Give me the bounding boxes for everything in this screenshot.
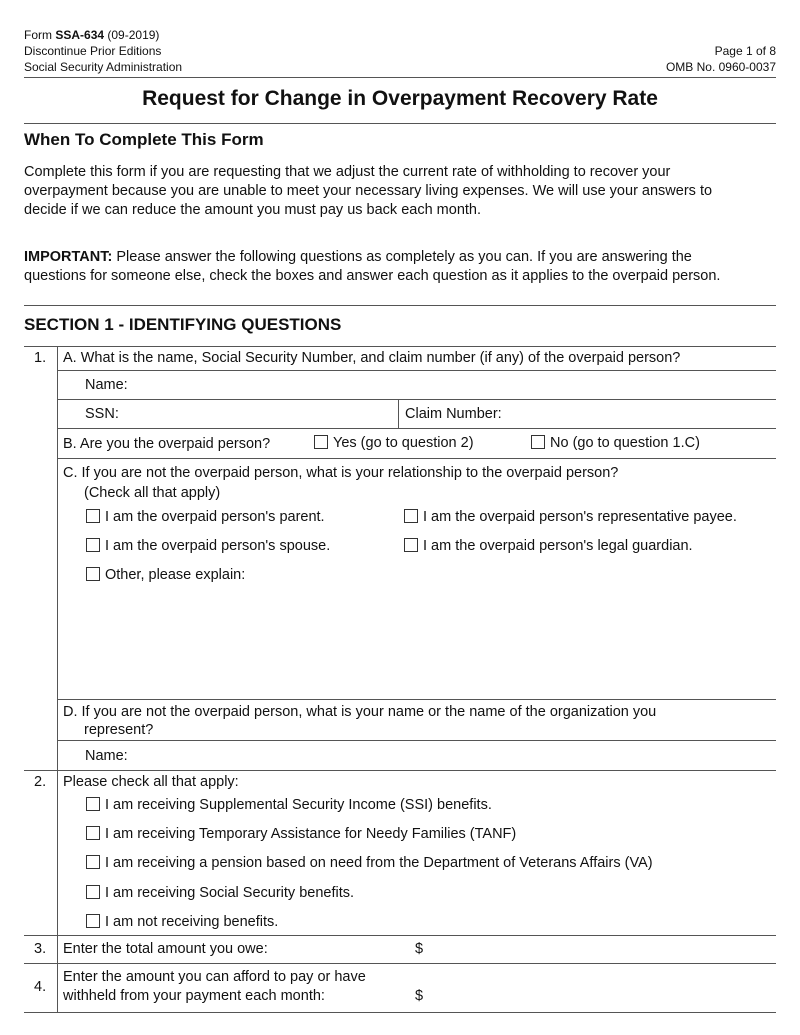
option-label: No (go to question 1.C) bbox=[550, 435, 700, 451]
option-label: I am receiving Supplemental Security Income (SSI) benefits. bbox=[105, 797, 492, 813]
discontinue-note: Discontinue Prior Editions bbox=[24, 44, 162, 58]
name-field-label: Name: bbox=[85, 377, 128, 393]
table-rule bbox=[24, 346, 776, 347]
other-option[interactable] bbox=[86, 566, 245, 584]
question-number: 4. bbox=[34, 979, 47, 995]
question-1d-cont: represent? bbox=[84, 722, 154, 738]
option-label: I am not receiving benefits. bbox=[105, 914, 279, 930]
table-rule bbox=[24, 770, 776, 771]
question-number: 3. bbox=[34, 941, 47, 957]
total-owed-field[interactable] bbox=[428, 937, 768, 961]
checkbox[interactable] bbox=[86, 538, 100, 552]
option-label: I am receiving a pension based on need from the Department of Veterans Affairs (VA) bbox=[105, 855, 653, 871]
option-label: Other, please explain: bbox=[105, 567, 246, 583]
agency-name: Social Security Administration bbox=[24, 60, 183, 74]
checkbox[interactable] bbox=[314, 435, 328, 449]
other-explain-field[interactable] bbox=[86, 588, 770, 694]
question-4: Enter the amount you can afford to pay or have bbox=[63, 969, 366, 985]
page-title: Request for Change in Overpayment Recovery Rate bbox=[142, 87, 658, 110]
omb-number: OMB No. 0960-0037 bbox=[665, 60, 776, 74]
option-label: I am the overpaid person's parent. bbox=[105, 509, 325, 525]
intro-line: overpayment because you are unable to meet your necessary living expenses. We will use your answers to bbox=[24, 183, 713, 199]
important-label: IMPORTANT: bbox=[24, 249, 113, 265]
question-3: Enter the total amount you owe: bbox=[63, 941, 268, 957]
option-label: Yes (go to question 2) bbox=[333, 435, 474, 451]
intro-line: decide if we can reduce the amount you must pay us back each month. bbox=[24, 202, 482, 218]
question-1c-note: (Check all that apply) bbox=[84, 485, 221, 501]
table-rule bbox=[57, 458, 776, 459]
parent-option[interactable] bbox=[86, 508, 325, 526]
benefit-option[interactable] bbox=[86, 796, 492, 814]
question-number: 1. bbox=[34, 350, 47, 366]
divider bbox=[24, 123, 776, 124]
option-label: I am receiving Temporary Assistance for Needy Families (TANF) bbox=[105, 826, 517, 842]
important-text: Please answer the following questions as completely as you can. If you are answering the bbox=[112, 249, 692, 265]
claim-number-label: Claim Number: bbox=[405, 406, 502, 422]
form-prefix: Form bbox=[24, 28, 56, 42]
question-1d: D. If you are not the overpaid person, what is your name or the name of the organization you bbox=[63, 704, 657, 720]
payee-option[interactable] bbox=[404, 508, 737, 526]
option-label: I am the overpaid person's representative payee. bbox=[423, 509, 737, 525]
rep-name-label: Name: bbox=[85, 748, 128, 764]
checkbox[interactable] bbox=[531, 435, 545, 449]
when-heading: When To Complete This Form bbox=[24, 130, 264, 149]
table-rule bbox=[57, 428, 776, 429]
question-4-cont: withheld from your payment each month: bbox=[63, 988, 325, 1004]
benefit-option[interactable] bbox=[86, 854, 653, 872]
divider bbox=[24, 77, 776, 78]
form-date: (09-2019) bbox=[104, 28, 160, 42]
question-1a: A. What is the name, Social Security Number, and claim number (if any) of the overpaid person? bbox=[63, 350, 681, 366]
option-label: I am the overpaid person's legal guardian. bbox=[423, 538, 693, 554]
monthly-amount-field[interactable] bbox=[428, 966, 768, 1010]
checkbox[interactable] bbox=[86, 509, 100, 523]
ssn-field[interactable] bbox=[130, 401, 392, 426]
question-number: 2. bbox=[34, 774, 47, 790]
benefit-option[interactable] bbox=[86, 825, 516, 843]
rep-name-field[interactable] bbox=[140, 742, 770, 768]
section-heading: SECTION 1 - IDENTIFYING QUESTIONS bbox=[24, 315, 342, 334]
table-rule bbox=[398, 399, 399, 428]
checkbox[interactable] bbox=[86, 826, 100, 840]
intro-line: Complete this form if you are requesting that we adjust the current rate of withholding to recover your bbox=[24, 164, 671, 180]
benefit-option[interactable] bbox=[86, 913, 278, 931]
form-id-line bbox=[24, 27, 159, 43]
currency-symbol: $ bbox=[415, 941, 424, 957]
name-field[interactable] bbox=[140, 372, 770, 397]
question-2: Please check all that apply: bbox=[63, 774, 239, 790]
question-1b: B. Are you the overpaid person? bbox=[63, 436, 271, 452]
checkbox[interactable] bbox=[86, 885, 100, 899]
option-label: I am the overpaid person's spouse. bbox=[105, 538, 331, 554]
question-1c: C. If you are not the overpaid person, what is your relationship to the overpaid person? bbox=[63, 465, 619, 481]
table-rule bbox=[57, 370, 776, 371]
table-rule bbox=[24, 935, 776, 936]
yes-option[interactable] bbox=[314, 434, 474, 452]
table-rule bbox=[57, 699, 776, 700]
checkbox[interactable] bbox=[86, 914, 100, 928]
checkbox[interactable] bbox=[86, 567, 100, 581]
table-rule bbox=[24, 1012, 776, 1013]
important-text: questions for someone else, check the boxes and answer each question as it applies to the overpaid person. bbox=[24, 268, 721, 284]
table-rule bbox=[57, 740, 776, 741]
page-number: Page 1 of 8 bbox=[714, 44, 776, 58]
important-line bbox=[24, 248, 692, 266]
spouse-option[interactable] bbox=[86, 537, 330, 555]
number-column-divider bbox=[57, 346, 58, 1012]
checkbox[interactable] bbox=[86, 855, 100, 869]
option-label: I am receiving Social Security benefits. bbox=[105, 885, 355, 901]
checkbox[interactable] bbox=[404, 509, 418, 523]
table-rule bbox=[24, 963, 776, 964]
ssn-field-label: SSN: bbox=[85, 406, 119, 422]
form-id: SSA-634 bbox=[55, 28, 105, 42]
checkbox[interactable] bbox=[86, 797, 100, 811]
divider bbox=[24, 305, 776, 306]
benefit-option[interactable] bbox=[86, 884, 354, 902]
no-option[interactable] bbox=[531, 434, 700, 452]
guardian-option[interactable] bbox=[404, 537, 693, 555]
checkbox[interactable] bbox=[404, 538, 418, 552]
currency-symbol: $ bbox=[415, 988, 424, 1004]
table-rule bbox=[57, 399, 776, 400]
claim-number-field[interactable] bbox=[515, 401, 770, 426]
